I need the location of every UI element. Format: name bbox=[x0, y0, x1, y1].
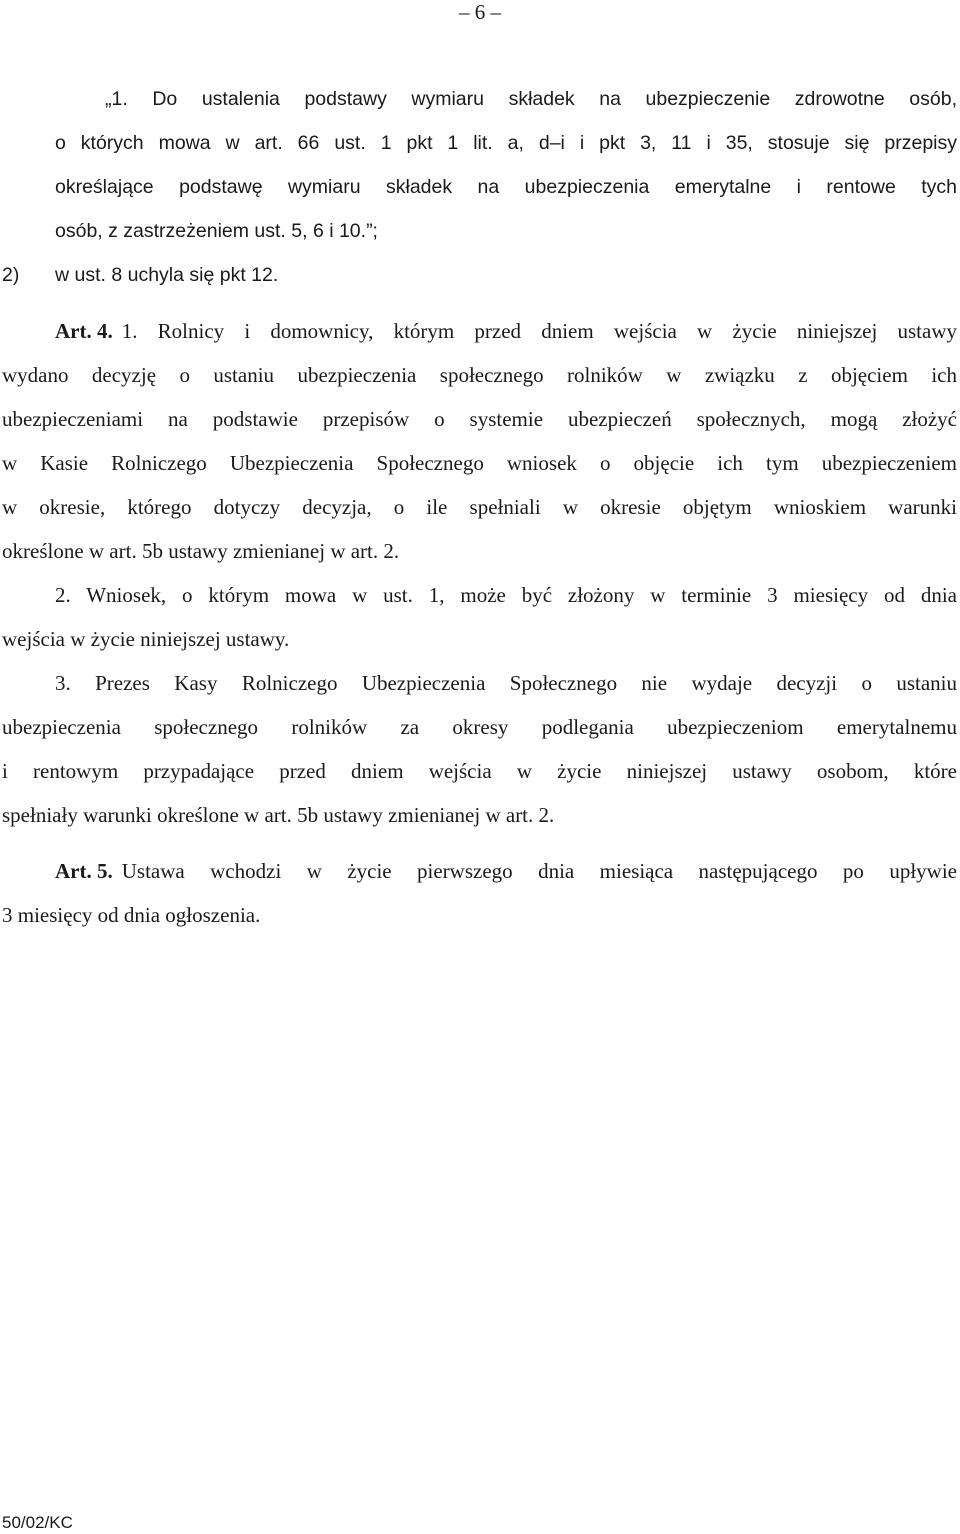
art4-para1-line: określone w art. 5b ustawy zmienianej w art. 2. bbox=[2, 539, 400, 563]
amendment-paragraph-line: „1. Do ustalenia podstawy wymiaru składek na ubezpieczenie zdrowotne osób, bbox=[105, 88, 957, 110]
art4-para1-start: 1. Rolnicy i domownicy, którym przed dniem wejścia w życie niniejszej ustawy bbox=[121, 319, 957, 343]
art4-para2-line: 2. Wniosek, o którym mowa w ust. 1, może być złożony w terminie 3 miesięcy od dnia bbox=[55, 583, 957, 607]
art4-para2-line: wejścia w życie niniejszej ustawy. bbox=[2, 627, 290, 651]
point-number: 2) bbox=[2, 264, 20, 286]
art4-para3-line: ubezpieczenia społecznego rolników za okresy podlegania ubezpieczeniom emerytalnemu bbox=[2, 715, 957, 739]
art4-para3-line: 3. Prezes Kasy Rolniczego Ubezpieczenia Społecznego nie wydaje decyzji o ustaniu bbox=[55, 671, 957, 695]
art4-para1-line: ubezpieczeniami na podstawie przepisów o systemie ubezpieczeń społecznych, mogą złożyć bbox=[2, 407, 957, 431]
art4-para3-line: i rentowym przypadające przed dniem wejścia w życie niniejszej ustawy osobom, które bbox=[2, 759, 957, 783]
art5-text-start: Ustawa wchodzi w życie pierwszego dnia miesiąca następującego po upływie bbox=[121, 859, 957, 883]
amendment-paragraph-line: osób, z zastrzeżeniem ust. 5, 6 i 10.”; bbox=[55, 220, 378, 242]
amendment-paragraph-line: określające podstawę wymiaru składek na ubezpieczenia emerytalne i rentowe tych bbox=[55, 176, 957, 198]
art5-heading: Art. 5. bbox=[55, 859, 113, 883]
page-number: – 6 – bbox=[459, 0, 501, 24]
art4-para1-line: w Kasie Rolniczego Ubezpieczenia Społecznego wniosek o objęcie ich tym ubezpieczeniem bbox=[2, 451, 957, 475]
art4-para3-line: spełniały warunki określone w art. 5b ustawy zmienianej w art. 2. bbox=[2, 803, 555, 827]
art4-first-line bbox=[55, 318, 957, 344]
art5-first-line bbox=[55, 858, 957, 884]
amendment-paragraph-line: o których mowa w art. 66 ust. 1 pkt 1 lit. a, d–i i pkt 3, 11 i 35, stosuje się przepisy bbox=[55, 132, 957, 154]
art4-para1-line: wydano decyzję o ustaniu ubezpieczenia społecznego rolników w związku z objęciem ich bbox=[2, 363, 957, 387]
art5-text-line: 3 miesięcy od dnia ogłoszenia. bbox=[2, 903, 261, 927]
point-text: w ust. 8 uchyla się pkt 12. bbox=[55, 264, 279, 286]
art4-para1-line: w okresie, którego dotyczy decyzja, o ile spełniali w okresie objętym wnioskiem warunki bbox=[2, 495, 957, 519]
art4-heading: Art. 4. bbox=[55, 319, 113, 343]
document-footer-code: 50/02/KC bbox=[2, 1513, 73, 1532]
